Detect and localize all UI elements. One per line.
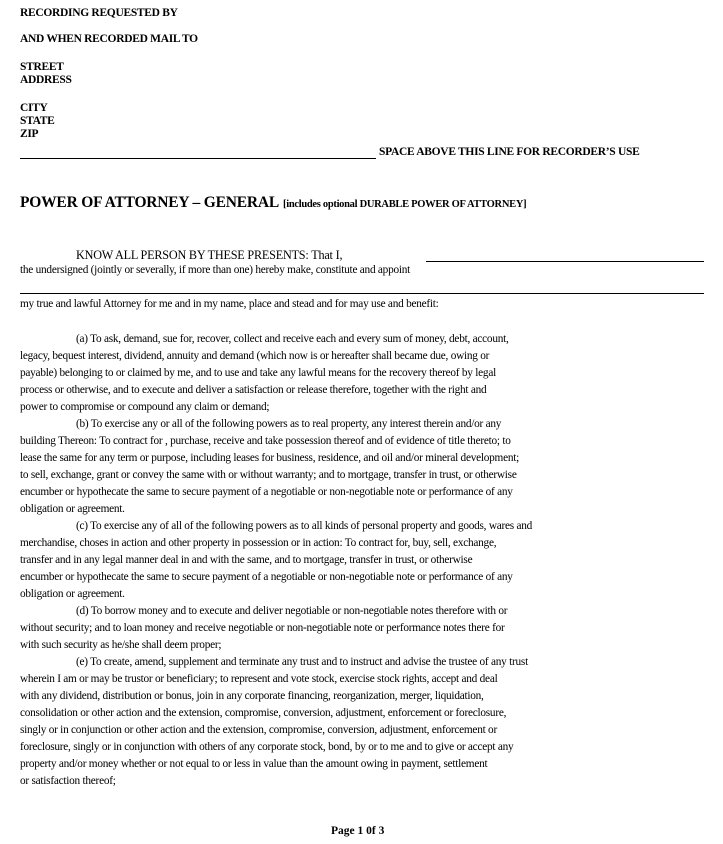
grantor-name-line	[426, 261, 704, 262]
zip-label: ZIP	[20, 128, 39, 140]
paragraph-line: legacy, bequest interest, dividend, annuity and demand (which now is or hereafter shall became due, owing or	[20, 350, 490, 362]
paragraph-line: foreclosure, singly or in conjunction with others of any corporate stock, bond, by or to me and to give or accept any	[20, 741, 514, 753]
paragraph-line: (c) To exercise any of all of the following powers as to all kinds of personal property and goods, wares and	[76, 520, 533, 532]
paragraph-line: obligation or agreement.	[20, 503, 125, 515]
recorder-space-label: SPACE ABOVE THIS LINE FOR RECORDER’S USE	[379, 146, 640, 158]
paragraph-line: with any dividend, distribution or bonus, join in any corporate financing, reorganization, merger, liquidation,	[20, 690, 484, 702]
paragraph-line: property and/or money whether or not equal to or less in value than the amount owing in payment, settlement	[20, 758, 488, 770]
paragraph-line: merchandise, choses in action and other property in possession or in action: To contract for, buy, sell, exchange,	[20, 537, 497, 549]
recording-requested-by: RECORDING REQUESTED BY	[20, 7, 178, 19]
city-label: CITY	[20, 102, 48, 114]
paragraph-line: wherein I am or may be trustor or beneficiary; to represent and vote stock, exercise stock rights, accept and deal	[20, 673, 498, 685]
recorder-divider-line	[20, 158, 376, 159]
paragraph-line: process or otherwise, and to execute and deliver a satisfaction or release therefore, together with the right and	[20, 384, 487, 396]
paragraph-line: with such security as he/she shall deem proper;	[20, 639, 222, 651]
paragraph-line: consolidation or other action and the extension, compromise, conversion, adjustment, enforcement or foreclosure,	[20, 707, 507, 719]
paragraph-line: (e) To create, amend, supplement and terminate any trust and to instruct and advise the trustee of any trust	[76, 656, 528, 668]
when-recorded-mail-to: AND WHEN RECORDED MAIL TO	[20, 33, 198, 45]
paragraph-line: building Thereon: To contract for , purchase, receive and take possession thereof and of evidence of title thereto; to	[20, 435, 511, 447]
document-title	[20, 194, 526, 212]
attorney-statement: my true and lawful Attorney for me and in my name, place and stead and for may use and benefit:	[20, 298, 439, 310]
paragraph-line: (a) To ask, demand, sue for, recover, collect and receive each and every sum of money, debt, account,	[76, 333, 509, 345]
paragraph-line: power to compromise or compound any claim or demand;	[20, 401, 270, 413]
paragraph-line: or satisfaction thereof;	[20, 775, 116, 787]
paragraph-line: lease the same for any term or purpose, including leases for business, residence, and oil and/or mineral development;	[20, 452, 520, 464]
title-main: POWER OF ATTORNEY – GENERAL	[20, 194, 279, 211]
title-sub: [includes optional DURABLE POWER OF ATTORNEY]	[283, 199, 527, 210]
paragraph-line: encumber or hypothecate the same to secure payment of a negotiable or non-negotiable note or performance of any	[20, 571, 513, 583]
paragraph-line: payable) belonging to or claimed by me, and to use and take any lawful means for the recovery thereof by legal	[20, 367, 496, 379]
paragraph-line: to sell, exchange, grant or convey the same with or without warranty; and to mortgage, transfer in trust, or otherwise	[20, 469, 517, 481]
state-label: STATE	[20, 115, 55, 127]
paragraph-line: (d) To borrow money and to execute and deliver negotiable or non-negotiable notes therefore with or	[76, 605, 508, 617]
paragraph-line: singly or in conjunction or other action and the extension, compromise, conversion, adjustment, enforcement or	[20, 724, 497, 736]
street-label: STREET	[20, 61, 64, 73]
address-label: ADDRESS	[20, 74, 72, 86]
page-number: Page 1 0f 3	[331, 825, 385, 837]
paragraph-line: obligation or agreement.	[20, 588, 125, 600]
know-all-statement: KNOW ALL PERSON BY THESE PRESENTS: That I,	[76, 248, 343, 262]
paragraph-line: without security; and to loan money and receive negotiable or non-negotiable note or performance notes there for	[20, 622, 505, 634]
paragraph-line: encumber or hypothecate the same to secure payment of a negotiable or non-negotiable note or performance of any	[20, 486, 513, 498]
paragraph-line: transfer and in any legal manner deal in and with the same, and to mortgage, transfer in trust, or otherwise	[20, 554, 473, 566]
attorney-name-line	[20, 293, 704, 294]
paragraph-line: (b) To exercise any or all of the following powers as to real property, any interest therein and/or any	[76, 418, 502, 430]
undersigned-statement: the undersigned (jointly or severally, if more than one) hereby make, constitute and appoint	[20, 264, 411, 276]
